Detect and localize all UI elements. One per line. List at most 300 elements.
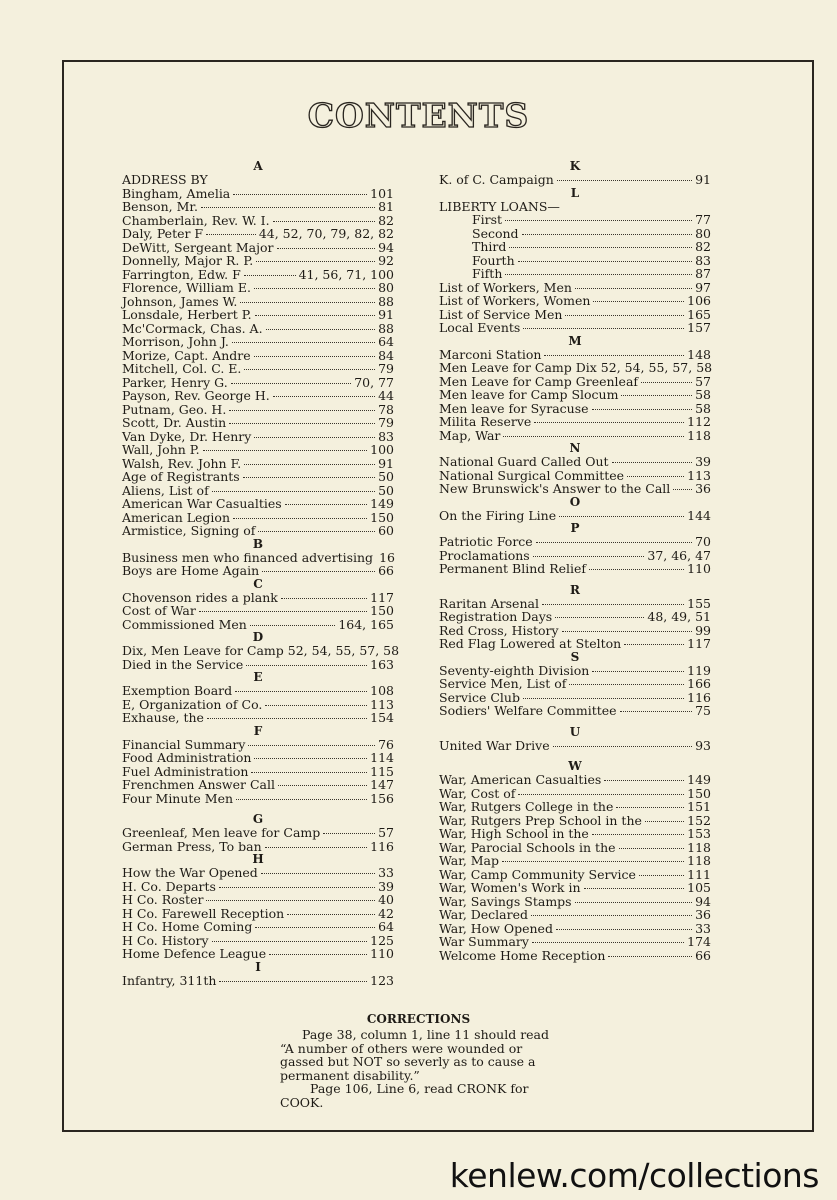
entry-label: Men leave for Camp Slocum [439,387,619,402]
dot-leader [212,941,368,942]
entry-page-number: 94 [695,893,711,909]
entry-label: National Surgical Committee [439,467,625,483]
entry-page-number: 60 [378,523,394,538]
index-entry [122,484,394,498]
entry-page-number: 148 [687,346,711,362]
dot-leader [254,758,367,759]
dot-leader [555,617,644,618]
entry-page-number: 157 [687,320,711,335]
dot-leader [255,927,375,928]
entry-label: Exhause, the [122,710,204,725]
dot-leader [278,785,367,786]
entry-page-number: 40 [378,892,394,907]
index-entry [439,704,711,718]
entry-label: Lonsdale, Herbert P. [122,307,252,322]
entry-page-number: 93 [695,737,711,753]
index-entry [439,321,711,335]
entry-page-number: 41, 56, 71, 100 [298,266,394,282]
index-entry [122,511,394,525]
entry-page-number: 118 [687,853,711,868]
corrections-line: COOK. [280,1094,324,1110]
entry-page-number: 110 [370,946,394,961]
index-entry [439,509,711,523]
entry-page-number: 50 [378,482,394,498]
entry-page-number: 66 [695,947,711,963]
entry-label: H. Co. Departs [122,878,216,894]
section-f-entries [122,738,394,806]
section-b-entries [122,551,394,578]
entry-label: Food Administration [122,750,252,765]
entry-label: Died in the Service [122,656,244,672]
dot-leader [531,915,692,916]
entry-label: Wall, John P. [122,442,200,457]
dot-leader [505,220,692,221]
entry-page-number: 101 [370,185,394,201]
section-letter-w: W [568,759,582,773]
entry-label: Morize, Capt. Andre [122,347,251,363]
index-entry [122,698,394,712]
dot-leader [254,356,375,357]
entry-page-number: 116 [370,838,394,854]
index-entry [122,643,400,658]
entry-page-number: 78 [378,401,394,417]
index-entry [439,677,711,691]
dot-leader [277,248,376,249]
entry-label: H Co. Home Coming [122,919,253,934]
section-letter-m: M [568,333,582,348]
section-letter-g: G [252,812,264,826]
entry-label: How the War Opened [122,865,258,880]
index-entry [439,267,711,281]
entry-page-number: 66 [378,563,394,578]
index-entry [122,778,394,792]
section-s-entries [439,664,711,718]
index-entry [122,826,394,840]
index-entry [122,497,394,511]
index-entry [439,908,711,922]
entry-label: Mc'Cormack, Chas. A. [122,320,263,336]
entry-label: National Guard Called Out [439,454,609,469]
entry-label: Dix, Men Leave for Camp 52, 54, 55, 57, 58 [122,643,400,658]
corrections-text [280,1028,580,1110]
dot-leader [261,873,375,874]
index-entry [122,187,394,201]
entry-page-number: 91 [695,172,711,187]
dot-leader [273,396,375,397]
entry-label: War, Camp Community Service [439,866,636,882]
dot-leader [523,328,684,329]
entry-label: First [472,212,503,227]
dot-leader [533,556,645,557]
entry-page-number: 163 [370,656,394,672]
entry-page-number: 37, 46, 47 [647,547,711,563]
index-entry [122,524,394,538]
index-entry [122,551,394,565]
index-entry [122,227,394,241]
liberty-loans-entries [439,213,711,281]
entry-page-number: 80 [378,280,394,295]
index-entry [122,281,394,295]
dot-leader [645,821,684,822]
entry-label: Patriotic Force [439,534,533,549]
dot-leader [229,410,375,411]
dot-leader [673,489,692,490]
dot-leader [608,956,692,957]
entry-page-number: 36 [695,907,711,922]
index-entry [439,664,711,678]
entry-label: Men leave for Syracuse [439,400,589,416]
dot-leader [281,598,367,599]
index-entry [439,549,711,563]
entry-label: War, How Opened [439,920,553,936]
dot-leader [250,625,336,626]
entry-label: Second [472,225,519,241]
dot-leader [206,900,375,901]
entry-label: Mitchell, Col. C. E. [122,361,242,376]
index-entry [122,457,394,471]
entry-label: Infantry, 311th [122,972,217,988]
dot-leader [502,861,684,862]
entry-label: Walsh, Rev. John F. [122,455,242,471]
entry-page-number: 118 [687,427,711,443]
entry-page-number: 114 [370,750,394,765]
entry-page-number: 91 [378,307,394,322]
index-entry [439,841,711,855]
entry-label: War, Map [439,853,500,868]
dot-leader [233,518,367,519]
index-entry [439,173,711,187]
entry-label: American Legion [122,509,231,525]
dot-leader [254,288,375,289]
entry-label: Exemption Board [122,683,233,698]
entry-label: Greenleaf, Men leave for Camp [122,825,321,840]
section-p-entries [439,535,711,576]
index-entry [439,949,711,963]
dot-leader [584,888,685,889]
dot-leader [569,684,684,685]
dot-leader [244,275,296,276]
entry-page-number: 87 [695,266,711,281]
index-entry [122,751,394,765]
dot-leader [262,571,375,572]
entry-label: Cost of War [122,603,196,618]
entry-label: Fourth [472,252,515,268]
index-entry [439,868,711,882]
entry-page-number: 44, 52, 70, 79, 82, 82 [258,226,394,241]
entry-page-number: 115 [370,763,394,779]
entry-page-number: 117 [370,589,394,605]
index-entry [122,658,394,672]
dot-leader [544,355,684,356]
dot-leader [199,611,367,612]
entry-label: Men Leave for Camp Greenleaf [439,373,639,389]
dot-leader [627,476,684,477]
dot-leader [231,383,352,384]
entry-page-number: 149 [687,772,711,787]
entry-label: Bingham, Amelia [122,185,231,201]
index-entry [439,482,711,496]
entry-label: Florence, William E. [122,280,251,295]
entry-label: Business men who financed advertising [122,549,374,565]
index-entry [439,455,711,469]
entry-label: War, Women's Work in [439,880,581,895]
corrections-line: “A number of others were wounded or [280,1040,523,1056]
dot-leader [235,691,367,692]
section-letter-n: N [569,441,581,455]
dot-leader [503,436,684,437]
dot-leader [258,531,375,532]
entry-label: Scott, Dr. Austin [122,415,227,430]
entry-label: Morrison, John J. [122,334,229,349]
entry-page-number: 44 [378,388,394,403]
entry-label: Service Men, List of [439,676,567,691]
index-entry [122,792,394,806]
page-title: CONTENTS [307,96,530,135]
index-entry [122,268,394,282]
entry-label: Sodiers' Welfare Committee [439,703,617,718]
entry-page-number: 36 [695,481,711,496]
index-entry [439,881,711,895]
dot-leader [562,631,693,632]
entry-page-number: 92 [378,253,394,268]
entry-page-number: 164, 165 [338,616,394,632]
index-entry [122,711,394,725]
index-entry [122,974,394,988]
entry-page-number: 147 [370,777,394,792]
dot-leader [557,180,692,181]
entry-page-number: 33 [378,865,394,880]
entry-page-number: 150 [687,785,711,801]
entry-label: Payson, Rev. George H. [122,388,270,403]
index-entry [439,624,711,638]
index-entry [439,227,711,241]
entry-page-number: 105 [687,880,711,895]
dot-leader [592,409,693,410]
dot-leader [254,437,375,438]
entry-page-number: 88 [378,320,394,336]
entry-label: Permanent Blind Relief [439,561,587,576]
entry-page-number: 82 [378,212,394,228]
index-entry [122,564,394,578]
section-letter-k: K [569,159,581,173]
corrections-line: Page 106, Line 6, read CRONK for [310,1081,529,1097]
entry-label: Proclamations [439,547,530,563]
entry-page-number: 113 [370,696,394,712]
section-a-entries [122,187,394,538]
dot-leader [593,301,684,302]
entry-page-number: 97 [695,279,711,295]
section-h-entries [122,866,394,961]
entry-label: H Co. Roster [122,892,204,907]
entry-page-number: 149 [370,496,394,511]
dot-leader [219,887,375,888]
entry-label: Chamberlain, Rev. W. I. [122,212,270,228]
index-entry [122,389,394,403]
index-entry [439,814,711,828]
dot-leader [523,698,684,699]
index-entry [122,765,394,779]
entry-page-number: 108 [370,683,394,698]
entry-label: Boys are Home Again [122,563,260,578]
entry-page-number: 155 [687,595,711,611]
dot-leader [240,302,375,303]
index-entry [439,597,711,611]
index-entry [122,907,394,921]
index-entry [122,443,394,457]
entry-label: List of Workers, Women [439,293,591,308]
index-entry [439,922,711,936]
entry-page-number: 76 [378,736,394,752]
contents-right-column [439,160,711,962]
entry-page-number: 110 [687,561,711,576]
dot-leader [248,745,375,746]
entry-label: Registration Days [439,609,553,624]
entry-page-number: 64 [378,919,394,934]
index-entry [439,773,711,787]
entry-page-number: 80 [695,225,711,241]
index-entry [122,934,394,948]
dot-leader [616,807,684,808]
dot-leader [203,450,368,451]
corrections-line: permanent disability.” [280,1067,420,1083]
entry-page-number: 94 [378,239,394,255]
dot-leader [639,875,684,876]
section-letter-h: H [252,852,264,866]
entry-page-number: 91 [378,455,394,471]
entry-page-number: 152 [687,812,711,828]
index-entry [122,604,394,618]
index-entry [439,348,711,362]
entry-label: Daly, Peter F [122,226,204,241]
index-entry [439,375,711,389]
index-entry [122,738,394,752]
entry-label: List of Workers, Men [439,279,572,295]
dot-leader [219,981,367,982]
entry-page-number: 151 [687,799,711,814]
entry-label: Farrington, Edw. F [122,266,241,282]
entry-label: Home Defence League [122,946,267,961]
dot-leader [621,395,692,396]
section-c-entries [122,591,394,632]
entry-label: Welcome Home Reception [439,947,606,963]
index-entry [439,254,711,268]
dot-leader [287,914,375,915]
entry-page-number: 64 [378,334,394,349]
entry-label: Seventy-eighth Division [439,662,590,678]
index-entry [122,840,394,854]
index-entry [122,866,394,880]
entry-page-number: 82 [695,239,711,254]
index-entry [122,200,394,214]
section-letter-d: D [252,630,264,644]
entry-page-number: 106 [687,293,711,308]
index-entry [122,349,394,363]
dot-leader [589,569,684,570]
dot-leader [509,247,692,248]
dot-leader [236,799,367,800]
index-entry [439,402,711,416]
section-o-entries [439,509,711,523]
section-letter-p: P [570,521,580,535]
corrections-title: CORRECTIONS [366,1012,471,1026]
dot-leader [534,422,684,423]
index-entry [439,415,711,429]
section-letter-l: L [570,185,580,200]
entry-label: Chovenson rides a plank [122,589,278,605]
index-entry [439,213,711,227]
index-entry [122,880,394,894]
index-entry [122,470,394,484]
entry-page-number: 57 [695,373,711,389]
entry-label: Red Cross, History [439,622,559,638]
entry-page-number: 174 [687,934,711,949]
entry-label: War, Parocial Schools in the [439,839,616,855]
entry-page-number: 144 [687,507,711,523]
index-entry [439,361,711,375]
entry-label: Men Leave for Camp Dix 52, 54, 55, 57, 58 [439,360,713,375]
dot-leader [273,221,375,222]
dot-leader [265,705,367,706]
index-entry [122,322,394,336]
entry-label: Marconi Station [439,346,542,362]
section-n-entries [439,455,711,496]
dot-leader [266,329,376,330]
index-entry [439,827,711,841]
entry-label: War, Rutgers Prep School in the [439,812,642,828]
index-entry [122,308,394,322]
section-letter-u: U [569,724,581,739]
index-entry [122,335,394,349]
index-entry [122,430,394,444]
entry-label: Local Events [439,320,521,335]
entry-page-number: 117 [687,636,711,651]
entry-label: Age of Registrants [122,469,240,484]
dot-leader [505,274,692,275]
dot-leader [201,207,375,208]
dot-leader [612,462,693,463]
entry-label: Map, War [439,427,501,443]
dot-leader [243,477,375,478]
section-letter-e: E [253,670,263,684]
index-entry [439,787,711,801]
entry-label: American War Casualties [122,496,282,511]
entry-page-number: 83 [378,428,394,444]
dot-leader [233,194,367,195]
entry-label: H Co. History [122,932,209,948]
index-entry [439,637,711,651]
entry-label: E, Organization of Co. [122,696,263,712]
index-entry [122,893,394,907]
dot-leader [207,718,367,719]
entry-page-number: 112 [687,414,711,429]
section-d-entries [122,643,400,672]
section-letter-b: B [252,536,264,551]
entry-label: Johnson, James W. [122,293,238,309]
entry-page-number: 166 [687,676,711,691]
entry-page-number: 83 [695,252,711,268]
index-entry [439,854,711,868]
dot-leader [553,746,692,747]
index-entry [122,362,394,376]
entry-page-number: 150 [370,509,394,525]
section-m-entries [439,348,711,443]
entry-page-number: 70, 77 [354,374,394,390]
dot-leader [592,671,684,672]
entry-label: Service Club [439,689,520,705]
entry-page-number: 84 [378,347,394,363]
dot-leader [592,834,684,835]
entry-page-number: 153 [687,826,711,841]
